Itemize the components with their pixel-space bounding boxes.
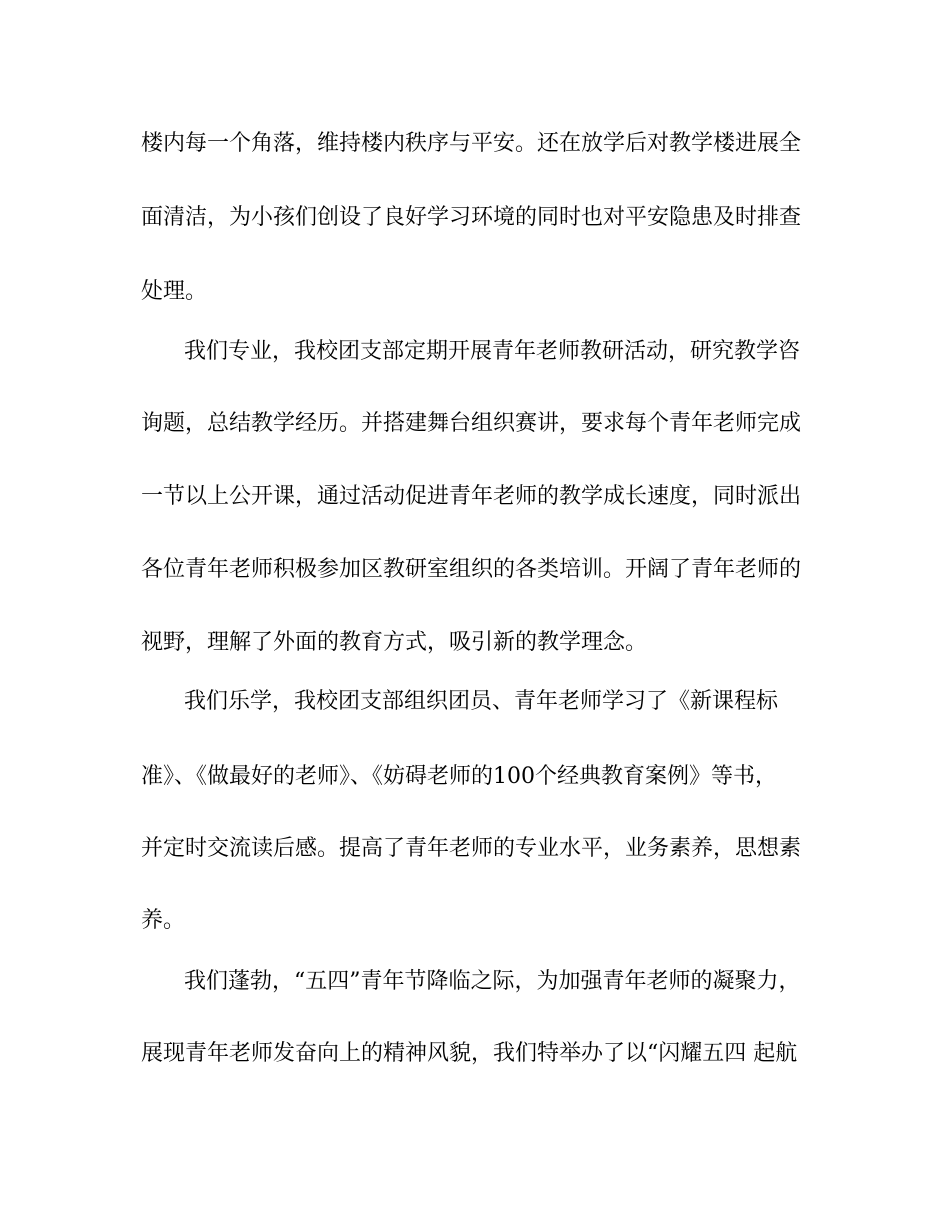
text-line: 面清洁，为小孩们创设了良好学习环境的同时也对平安隐患及时排查 — [141, 205, 802, 230]
text-line: 视野，理解了外面的教育方式，吸引新的教学理念。 — [141, 630, 648, 655]
text-line: 展现青年老师发奋向上的精神风貌，我们特举办了以“闪耀五四 起航 — [141, 1041, 798, 1066]
text-line: 处理。 — [141, 279, 208, 304]
text-line: 楼内每一个角落，维持楼内秩序与平安。还在放学后对教学楼进展全 — [141, 131, 802, 156]
text-line: 各位青年老师积极参加区教研室组织的各类培训。开阔了青年老师的 — [141, 557, 802, 582]
paragraph-first-line: 我们乐学，我校团支部组织团员、青年老师学习了《新课程标 — [184, 689, 779, 714]
text-line: 并定时交流读后感。提高了青年老师的专业水平，业务素养，思想素 — [141, 836, 802, 861]
text-line: 养。 — [141, 908, 186, 933]
paragraph-first-line: 我们蓬勃，“五四”青年节降临之际，为加强青年老师的凝聚力， — [184, 969, 801, 994]
text-line: 一节以上公开课，通过活动促进青年老师的教学成长速度，同时派出 — [141, 484, 802, 509]
paragraph-first-line: 我们专业，我校团支部定期开展青年老师教研活动，研究教学咨 — [184, 339, 801, 364]
text-line: 询题，总结教学经历。并搭建舞台组织赛讲，要求每个青年老师完成 — [141, 411, 802, 436]
text-line: 准》、《做最好的老师》、《妨碍老师的100个经典教育案例》等书， — [141, 764, 777, 789]
